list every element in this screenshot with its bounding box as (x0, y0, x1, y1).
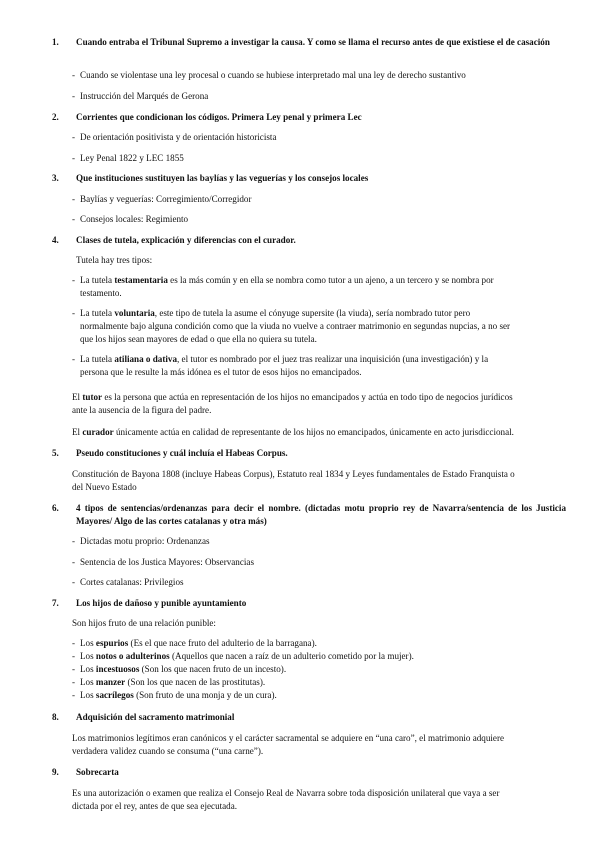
question-title: Que instituciones sustituyen las baylías y las veguerías y los consejos locales (76, 173, 369, 183)
paragraph-line: verdadera validez cuando se consuma (“una carne”). (72, 746, 264, 756)
paragraph-line: Son hijos fruto de una relación punible: (72, 618, 216, 628)
question-title: Adquisición del sacramento matrimonial (76, 712, 235, 722)
paragraph-line: Los matrimonios legítimos eran canónicos y el carácter sacramental se adquiere en “una caro”, el matrimonio adquiere (72, 733, 505, 743)
question-title: Clases de tutela, explicación y diferencias con el curador. (76, 235, 296, 245)
question-number: 5. (52, 448, 59, 458)
paragraph-line: El tutor es la persona que actúa en representación de los hijos no emancipados y actúa en todo tipo de negocios jurídicos (72, 392, 513, 402)
question-number: 9. (52, 767, 59, 777)
paragraph-line: del Nuevo Estado (72, 482, 137, 492)
question-number: 1. (52, 37, 59, 47)
paragraph-line: Tutela hay tres tipos: (76, 255, 153, 265)
question-title: Los hijos de dañoso y punible ayuntamiento (76, 598, 247, 608)
question-title: Sobrecarta (76, 767, 119, 777)
paragraph-line: dictada por el rey, antes de que sea ejecutada. (72, 801, 238, 811)
question-title: Pseudo constituciones y cuál incluía el Habeas Corpus. (76, 448, 288, 458)
question-title: Corrientes que condicionan los códigos. Primera Ley penal y primera Lec (76, 112, 362, 122)
question-number: 7. (52, 598, 59, 608)
question-number: 3. (52, 173, 59, 183)
question-number: 8. (52, 712, 59, 722)
question-number: 4. (52, 235, 59, 245)
question-number: 2. (52, 112, 59, 122)
paragraph-line: Es una autorización o examen que realiza el Consejo Real de Navarra sobre toda disposición unilateral que vaya a ser (72, 788, 500, 798)
paragraph-line: Constitución de Bayona 1808 (incluye Habeas Corpus), Estatuto real 1834 y Leyes fundamentales de Estado Franquista o (72, 469, 515, 479)
paragraph-line: El curador únicamente actúa en calidad de representante de los hijos no emancipados, únicamente en acto jurisdiccional. (72, 427, 514, 437)
paragraph-line: ante la ausencia de la figura del padre. (72, 405, 212, 415)
question-title: Cuando entraba el Tribunal Supremo a investigar la causa. Y como se llama el recurso antes de que existiese el de casación (76, 37, 550, 47)
question-title: 4 tipos de sentencias/ordenanzas para decir el nombre. (dictadas motu proprio rey de Navarra/sentencia de los Justicia Mayores/ Algo de las cortes catalanas y otra más) (76, 503, 566, 526)
document-page: 1. Cuando entraba el Tribunal Supremo a investigar la causa. Y como se llama el recurso antes de que existiese el de casación - Cuando se violentase una ley procesal o cuando se hubiese interpretado mal una ley de derecho sustantivo - Instrucción del Marqués de Gerona 2. Corrientes que condicionan los códigos. Primera Ley penal y primera Lec - De orientación positivista y de orientación historicista - Ley Penal 1822 y LEC 1855 3. Que instituciones sustituyen las baylías y las veguerías y los consejos locales - Baylías y veguerías: Corregimiento/Corregidor - Consejos locales: Regimiento 4. Clases de tutela, explicación y diferencias con el curador. Tutela hay tres tipos: - La tutela testamentaria es la más común y en ella se nombra como tutor a un ajeno, a un tercero y se nombra por testamento. - La tutela voluntaria, este tipo de tutela la asume el cónyuge supersite (la viuda), sería nombrado tutor pero normalmente bajo alguna condición como que la viuda no vuelve a contraer matrimonio en segundas nupcias, a no ser que los hijos sean mayores de edad o que ella no quiera su tutela. - La tutela atiliana o dativa, el tutor es nombrado por el juez tras realizar una inquisición (una investigación) y la persona que le resulte la más idónea es el tutor de esos hijos no emancipados. El tutor es la persona que actúa en representación de los hijos no emancipados y actúa en todo tipo de negocios jurídicos ante la ausencia de la figura del padre. El curador únicamente actúa en calidad de representante de los hijos no emancipados, únicamente en acto jurisdiccional. 5. Pseudo constituciones y cuál incluía el Habeas Corpus. Constitución de Bayona 1808 (incluye Habeas Corpus), Estatuto real 1834 y Leyes fundamentales de Estado Franquista o del Nuevo Estado 6. 4 tipos de sentencias/ordenanzas para decir el nombre. (dictadas motu proprio rey de Navarra/sentencia de los Justicia Mayores/ Algo de las cortes catalanas y otra más) - Dictadas motu proprio: Ordenanzas - Sentencia de los Justica Mayores: Observancias - Cortes catalanas: Privilegios 7. Los hijos de dañoso y punible ayuntamiento Son hijos fruto de una relación punible: - Los espurios (Es el que nace fruto del adulterio de la barragana). - Los notos o adulterinos (Aquellos que nacen a raíz de un adulterio cometido por la mujer). - Los incestuosos (Son los que nacen fruto de un incesto). - Los manzer (Son los que nacen de las prostitutas). - Los sacrílegos (Son fruto de una monja y de un cura). 8. Adquisición del sacramento matrimonial Los matrimonios legítimos eran canónicos y el carácter sacramental se adquiere en “una caro”, el matrimonio adquiere verdadera validez cuando se consuma (“una carne”). 9. Sobrecarta Es una autorización o examen que realiza el Consejo Real de Navarra sobre toda disposición unilateral que vaya a ser dictada por el rey, antes de que sea ejecutada. (52, 37, 566, 811)
question-number: 6. (52, 503, 59, 513)
